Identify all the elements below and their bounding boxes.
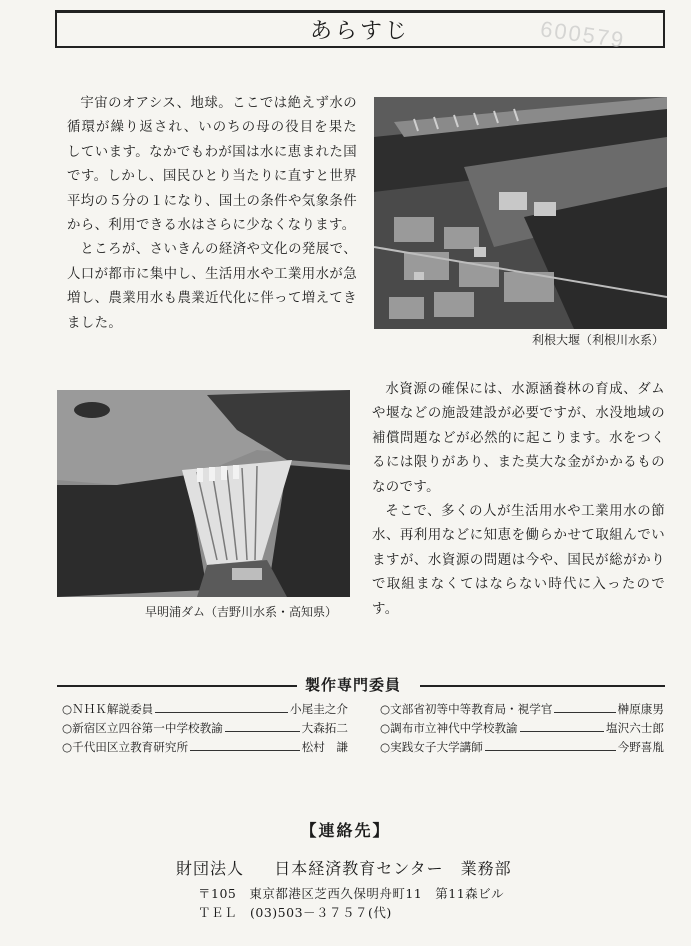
sameura-dam-illustration [57,390,350,597]
member-role: ○実践女子大学講師 [380,740,483,754]
sameura-dam-caption: 早明浦ダム（吉野川水系・高知県） [145,605,338,619]
member-role: ○新宿区立四谷第一中学校教諭 [62,721,223,735]
second-text [372,378,665,622]
contact-heading: 【連絡先】 [300,821,391,840]
leader-line [190,750,300,751]
org-name: 日本経済教育センター 業務部 [274,859,512,878]
member-role: ○千代田区立教育研究所 [62,740,189,754]
archive-stamp: 600579 [538,16,627,53]
address: 〒105 東京都港区芝西久保明舟町11 第11森ビル [198,886,505,901]
second-paragraph-2: そこで、多くの人が生活用水や工業用水の節水、再利用などに知恵を働らかせて取組んでいますが、水資源の問題は今や、国民が総がかりで取組まなくてはならない時代に入ったのです。 [372,504,665,617]
leader-line [485,750,616,751]
page-title: あらすじ [309,19,410,44]
committee-member [62,738,348,757]
committee-member [380,700,664,719]
member-name: 榊原康男 [617,702,664,716]
committee-member [380,738,664,757]
committee-rule-left [57,685,297,687]
tone-weir-photo [374,97,667,329]
member-role: ○ＮＨＫ解説委員 [62,702,154,716]
leader-line [225,731,300,732]
member-name: 塩沢六士郎 [606,721,664,735]
organization [176,856,512,879]
member-role: ○調布市立神代中学校教諭 [380,721,518,735]
committee-title: 製作専門委員 [305,676,402,694]
tone-weir-illustration [374,97,667,329]
member-name: 今野喜胤 [617,740,664,754]
intro-text [67,92,357,336]
committee-left-list [62,700,348,757]
leader-line [155,712,288,713]
sameura-dam-photo [57,390,350,597]
intro-paragraph-2: ところが、さいきんの経済や文化の発展で、人口が都市に集中し、生活用水や工業用水が急増し、農業用水も農業近代化に伴って増えてきました。 [67,242,357,331]
leader-line [554,712,615,713]
org-type: 財団法人 [176,859,245,878]
intro-paragraph-1: 宇宙のオアシス、地球。ここでは絶えず水の循環が繰り返され、いのちの母の役目を果たしています。なかでもわが国は水に恵まれた国です。しかし、国民ひとり当たりに直すと世界平均の５分の１になり、国土の条件や気象条件から、利用できる水はさらに少なくなります。 [67,96,357,234]
tone-weir-caption: 利根大堰（利根川水系） [532,333,665,347]
committee-member [380,719,664,738]
member-name: 大森拓二 [301,721,348,735]
member-role: ○文部省初等中等教育局・視学官 [380,702,553,716]
committee-rule-right [420,685,665,687]
committee-right-list [380,700,664,757]
second-paragraph-1: 水資源の確保には、水源涵養林の育成、ダムや堰などの施設建設が必要ですが、水没地域の補償問題などが必然的に起こります。水をつくるには限りがあり、また莫大な金がかかるものなのです。 [372,382,665,495]
committee-member [62,719,348,738]
leader-line [520,731,604,732]
telephone: ＴＥＬ (03)503－３７５７(代) [198,905,392,920]
committee-member [62,700,348,719]
member-name: 小尾圭之介 [290,702,348,716]
member-name: 松村 謙 [301,740,348,754]
